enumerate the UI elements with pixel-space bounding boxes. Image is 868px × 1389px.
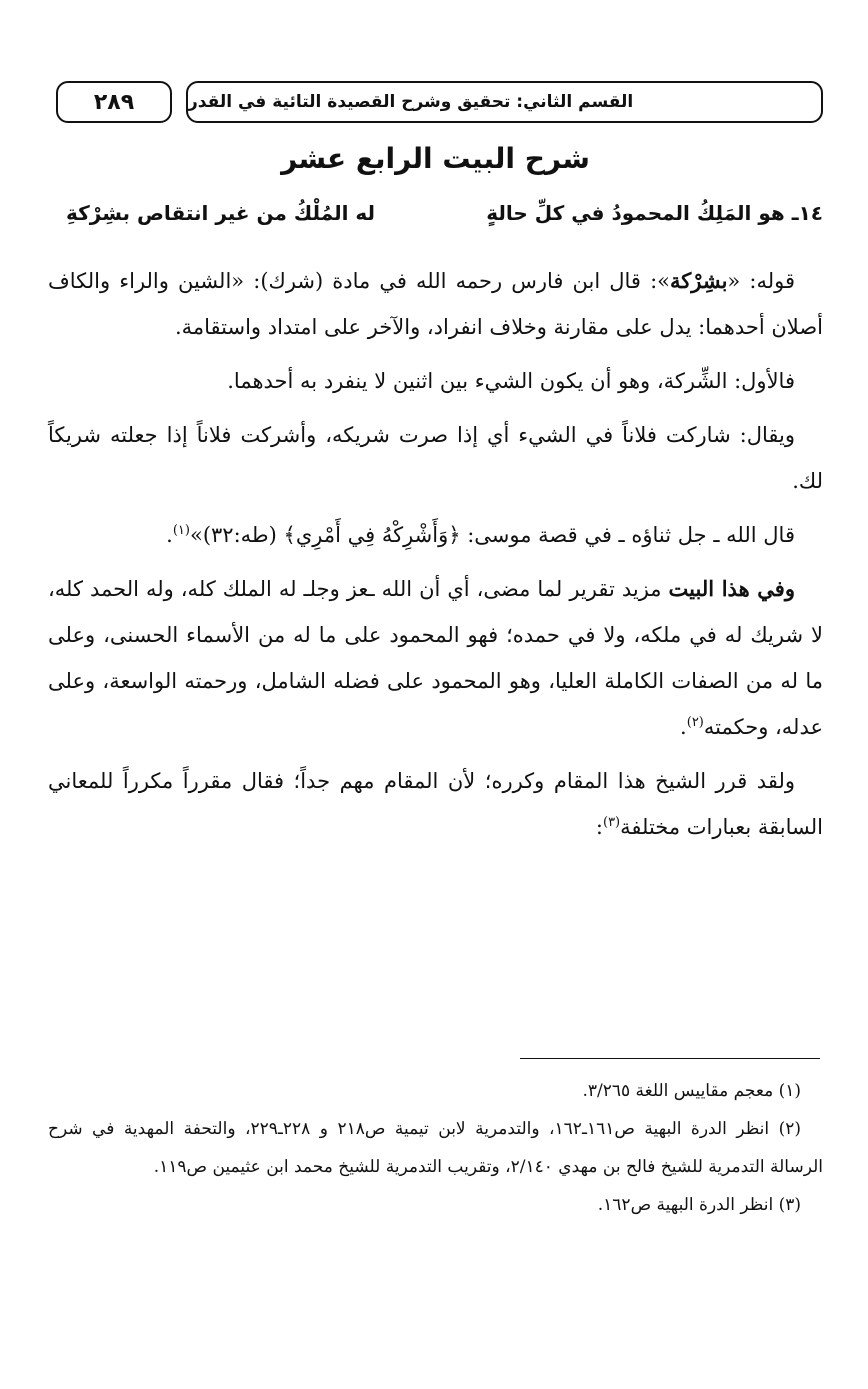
- p5-text: مزيد تقرير لما مضى، أي أن الله ـعز وجلـ له الملك كله، وله الحمد كله، لا شريك له في ملكه، ولا في حمده؛ فهو المحمود على ما له من الأسماء الحسنى، وعلى ما له من الصفات الكاملة العليا، وهو المحمود على فضله الشامل، ورحمته الواسعة، وعلى عدله، وحكمته: [48, 577, 823, 739]
- verse-hemistich-2: له المُلْكُ من غير انتقاص بشِرْكةِ: [66, 201, 376, 225]
- paragraph-1: [48, 258, 823, 350]
- verse: [48, 195, 823, 235]
- paragraph-6: [48, 758, 823, 850]
- p5-bold-lead: وفي هذا البيت: [668, 576, 795, 601]
- p1-lead: قوله: «: [727, 269, 795, 293]
- paragraph-3: ويقال: شاركت فلاناً في الشيء أي إذا صرت شريكه، وأشركت فلاناً إذا جعلته شريكاً لك.: [48, 423, 823, 493]
- footnote-ref-3: (٣): [602, 815, 621, 830]
- body-text: [48, 258, 823, 858]
- paragraph-5: [48, 566, 823, 750]
- footnote-1: (١) معجم مقاييس اللغة ٣/٢٦٥.: [582, 1081, 801, 1101]
- footnote-ref-2: (٢): [686, 715, 704, 730]
- p5-end: .: [680, 715, 687, 739]
- paragraph-2: فالأول: الشِّركة، وهو أن يكون الشيء بين اثنين لا ينفرد به أحدهما.: [227, 369, 795, 393]
- verse-hemistich-1: ١٤ـ هو المَلِكُ المحمودُ في كلِّ حالةٍ: [486, 201, 823, 225]
- footnotes: [48, 1072, 823, 1224]
- paragraph-4: [48, 512, 823, 558]
- footnote-3: (٣) انظر الدرة البهية ص١٦٢.: [597, 1195, 801, 1215]
- p4-end: .: [166, 523, 173, 547]
- footnote-2: (٢) انظر الدرة البهية ص١٦١ـ١٦٢، والتدمرية لابن تيمية ص٢١٨ و ٢٢٨ـ٢٢٩، والتحفة المهدية في شرح الرسالة التدمرية للشيخ فالح بن مهدي ٢/١٤٠، وتقريب التدمرية للشيخ محمد ابن عثيمين ص١١٩.: [48, 1119, 823, 1177]
- footnote-ref-1: (١): [172, 523, 190, 538]
- running-title: القسم الثاني: تحقيق وشرح القصيدة التائية في القدر: [186, 81, 823, 123]
- section-title: شرح البيت الرابع عشر: [281, 142, 590, 175]
- p1-bold-term: بشِرْكة: [670, 268, 728, 293]
- page-number: ٢٨٩: [56, 81, 172, 123]
- page-header: [48, 75, 823, 129]
- p6-end: :: [595, 815, 603, 839]
- footnote-separator: [520, 1058, 820, 1059]
- p1-rest: »: قال ابن فارس رحمه الله في مادة (شرك): «الشين والراء والكاف أصلان أحدهما: يدل على مقارنة وخلاف انفراد، والآخر على امتداد واستقامة.: [48, 269, 823, 339]
- p4-text: قال الله ـ جل ثناؤه ـ في قصة موسى: ﴿وَأَشْرِكْهُ فِي أَمْرِي﴾ (طه:٣٢)»: [189, 523, 795, 547]
- p6-text: ولقد قرر الشيخ هذا المقام وكرره؛ لأن المقام مهم جداً؛ فقال مقرراً مكرراً للمعاني السابقة بعبارات مختلفة: [48, 769, 823, 839]
